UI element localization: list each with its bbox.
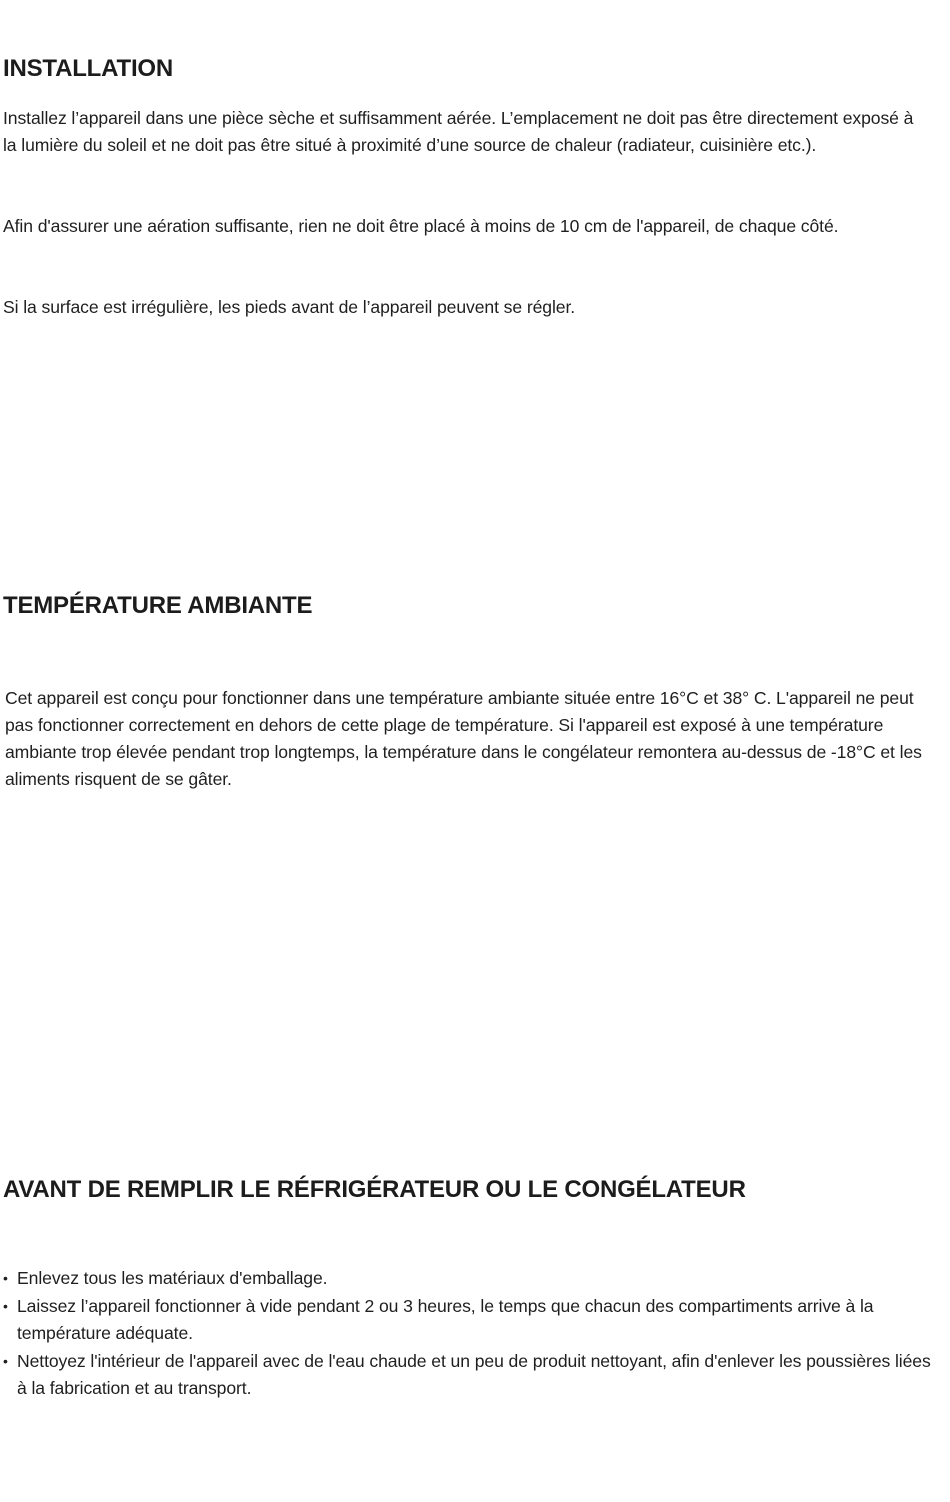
bullet-icon: • <box>3 1297 8 1314</box>
list-item-text: Nettoyez l'intérieur de l'appareil avec de l'eau chaude et un peu de produit nettoyant, afin d'enlever les poussières liées à la fabrication et au transport. <box>17 1350 931 1398</box>
list-item-text: Enlevez tous les matériaux d'emballage. <box>17 1268 328 1288</box>
bullet-icon: • <box>3 1270 8 1286</box>
installation-heading: INSTALLATION <box>3 55 174 82</box>
ambient-temperature-heading: TEMPÉRATURE AMBIANTE <box>3 592 313 619</box>
before-filling-list <box>3 1265 938 1403</box>
list-item <box>3 1265 938 1293</box>
list-item-text: Laissez l’appareil fonctionner à vide pendant 2 ou 3 heures, le temps que chacun des compartiments arrive à la température adéquate. <box>17 1295 874 1343</box>
list-item <box>3 1293 938 1348</box>
installation-paragraph-location: Installez l’appareil dans une pièce sèche et suffisamment aérée. L’emplacement ne doit pas être directement exposé à la lumière du soleil et ne doit pas être situé à proximité d’une source de chaleur (radiateur, cuisinière etc.). <box>3 108 914 155</box>
installation-paragraph-ventilation: Afin d'assurer une aération suffisante, rien ne doit être placé à moins de 10 cm de l'appareil, de chaque côté. <box>3 216 839 236</box>
ambient-temperature-paragraph: Cet appareil est conçu pour fonctionner dans une température ambiante située entre 16°C et 38° C. L'appareil ne peut pas fonctionner correctement en dehors de cette plage de température. Si l'appareil est exposé à une température ambiante trop élevée pendant trop longtemps, la température dans le congélateur remontera au-dessus de -18°C et les aliments risquent de se gâter. <box>5 688 922 789</box>
before-filling-heading: AVANT DE REMPLIR LE RÉFRIGÉRATEUR OU LE CONGÉLATEUR <box>3 1176 746 1203</box>
installation-paragraph-feet: Si la surface est irrégulière, les pieds avant de l’appareil peuvent se régler. <box>3 297 576 317</box>
bullet-icon: • <box>3 1352 8 1369</box>
list-item <box>3 1348 938 1403</box>
